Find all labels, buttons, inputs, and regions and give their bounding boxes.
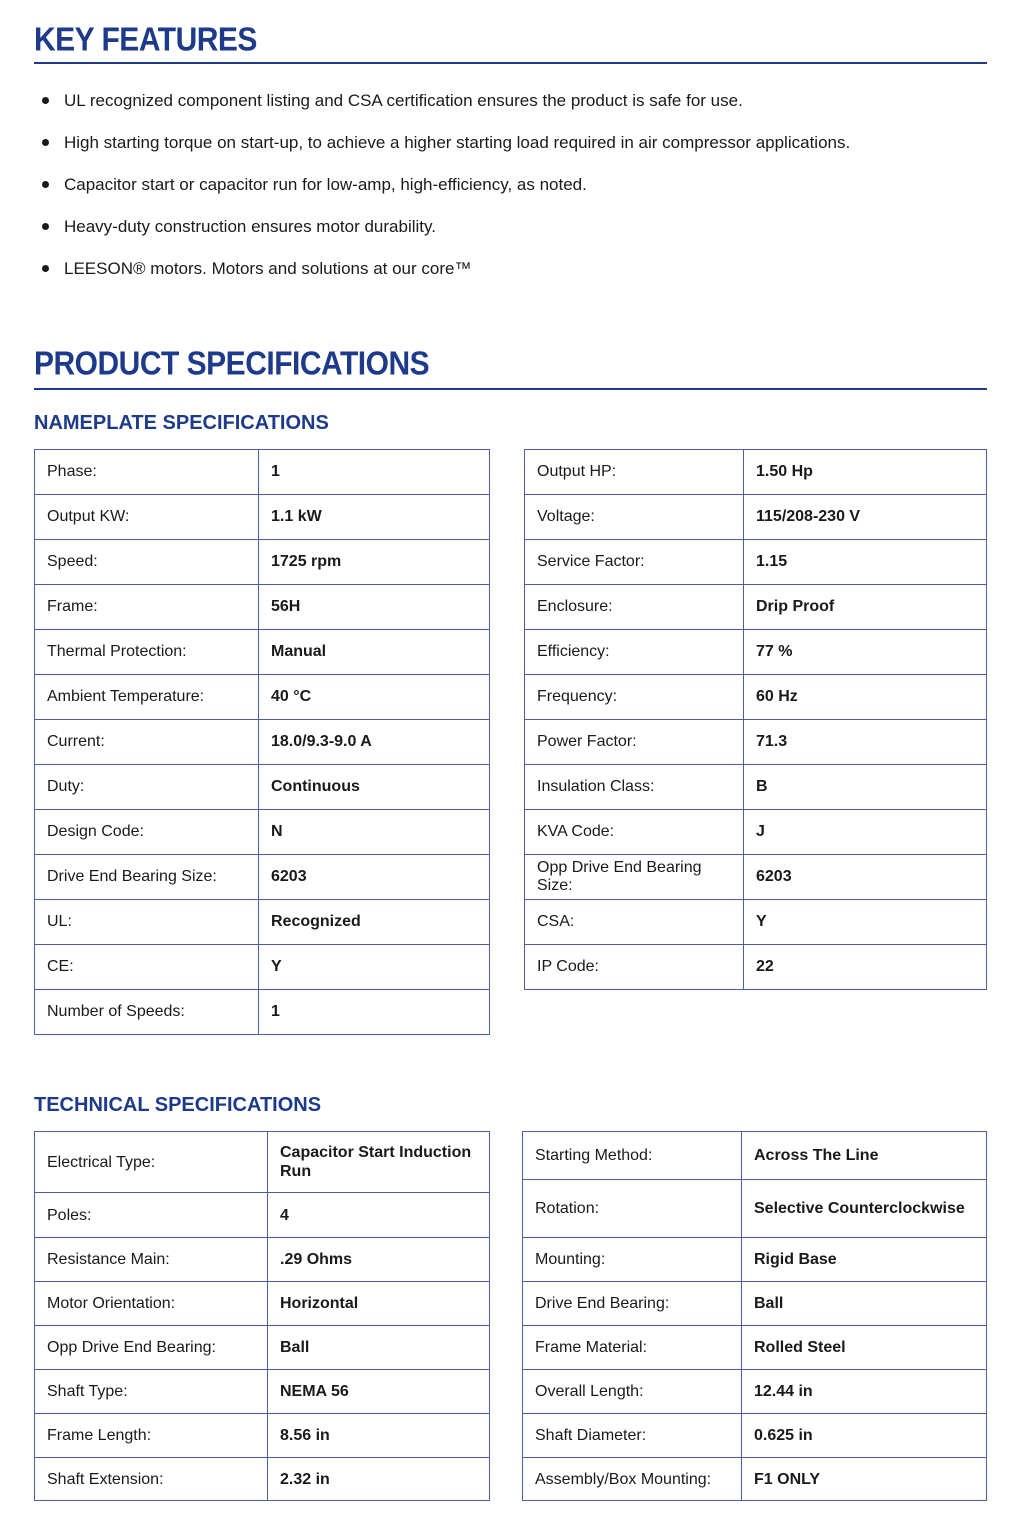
spec-value: J [744, 810, 987, 855]
spec-value: Rolled Steel [742, 1326, 987, 1370]
spec-label: CE: [35, 945, 259, 990]
spec-label: Opp Drive End Bearing: [35, 1326, 268, 1370]
feature-item [34, 206, 987, 248]
spec-row [525, 855, 987, 900]
spec-value: 4 [268, 1193, 490, 1238]
bullet-icon [42, 97, 49, 104]
spec-value: 6203 [259, 855, 490, 900]
spec-row [525, 810, 987, 855]
feature-text: High starting torque on start-up, to achieve a higher starting load required in air compressor applications. [64, 133, 851, 152]
spec-label: KVA Code: [525, 810, 744, 855]
spec-row [35, 945, 490, 990]
feature-text: LEESON® motors. Motors and solutions at our core™ [64, 259, 472, 278]
spec-label: CSA: [525, 900, 744, 945]
spec-row [523, 1180, 987, 1238]
spec-label: Service Factor: [525, 540, 744, 585]
feature-item [34, 164, 987, 206]
spec-row [35, 720, 490, 765]
spec-value: Horizontal [268, 1282, 490, 1326]
spec-value: 1.15 [744, 540, 987, 585]
spec-label: Duty: [35, 765, 259, 810]
spec-label: Shaft Type: [35, 1370, 268, 1414]
spec-value: 1 [259, 990, 490, 1035]
spec-label: IP Code: [525, 945, 744, 990]
spec-row [525, 765, 987, 810]
spec-value: 60 Hz [744, 675, 987, 720]
spec-label: Speed: [35, 540, 259, 585]
spec-row [525, 495, 987, 540]
spec-row [35, 810, 490, 855]
spec-label: Output KW: [35, 495, 259, 540]
spec-row [35, 585, 490, 630]
spec-row [35, 1458, 490, 1501]
spec-label: Starting Method: [523, 1132, 742, 1180]
spec-value: 56H [259, 585, 490, 630]
spec-row [525, 675, 987, 720]
spec-label: Design Code: [35, 810, 259, 855]
key-features-divider [34, 62, 987, 64]
spec-label: Frame Material: [523, 1326, 742, 1370]
spec-row [35, 1132, 490, 1193]
spec-row [35, 675, 490, 720]
spec-row [523, 1370, 987, 1414]
spec-value: 77 % [744, 630, 987, 675]
feature-text: Heavy-duty construction ensures motor durability. [64, 217, 436, 236]
bullet-icon [42, 265, 49, 272]
spec-row [35, 1238, 490, 1282]
spec-value: 1725 rpm [259, 540, 490, 585]
spec-value: 1 [259, 450, 490, 495]
spec-label: Frequency: [525, 675, 744, 720]
spec-value: Selective Counterclockwise [742, 1180, 987, 1238]
spec-label: Current: [35, 720, 259, 765]
spec-row [35, 1326, 490, 1370]
spec-value: 8.56 in [268, 1414, 490, 1458]
nameplate-specifications-heading: NAMEPLATE SPECIFICATIONS [34, 412, 329, 434]
spec-value: .29 Ohms [268, 1238, 490, 1282]
spec-label: Mounting: [523, 1238, 742, 1282]
feature-item [34, 80, 987, 122]
spec-label: Drive End Bearing: [523, 1282, 742, 1326]
spec-value: Recognized [259, 900, 490, 945]
technical-table-left [34, 1131, 490, 1501]
spec-value: Manual [259, 630, 490, 675]
product-specifications-heading: PRODUCT SPECIFICATIONS [34, 346, 430, 383]
spec-label: Power Factor: [525, 720, 744, 765]
spec-row [525, 630, 987, 675]
spec-label: Overall Length: [523, 1370, 742, 1414]
product-specifications-divider [34, 388, 987, 390]
spec-row [525, 945, 987, 990]
bullet-icon [42, 139, 49, 146]
key-features-list [34, 80, 987, 290]
technical-table-right [522, 1131, 987, 1501]
technical-specifications-heading: TECHNICAL SPECIFICATIONS [34, 1094, 322, 1116]
spec-row [35, 855, 490, 900]
spec-label: Insulation Class: [525, 765, 744, 810]
spec-label: Number of Speeds: [35, 990, 259, 1035]
spec-value: 1.50 Hp [744, 450, 987, 495]
nameplate-table-left [34, 449, 490, 1035]
spec-value: 18.0/9.3-9.0 A [259, 720, 490, 765]
spec-row [523, 1414, 987, 1458]
spec-label: Shaft Diameter: [523, 1414, 742, 1458]
spec-value: Ball [268, 1326, 490, 1370]
spec-row [35, 1282, 490, 1326]
spec-row [523, 1132, 987, 1180]
spec-label: Drive End Bearing Size: [35, 855, 259, 900]
spec-label: Voltage: [525, 495, 744, 540]
spec-value: 2.32 in [268, 1458, 490, 1501]
spec-value: Drip Proof [744, 585, 987, 630]
spec-label: Opp Drive End Bearing Size: [525, 855, 744, 900]
spec-row [35, 1414, 490, 1458]
spec-value: 1.1 kW [259, 495, 490, 540]
spec-row [523, 1282, 987, 1326]
spec-row [525, 540, 987, 585]
feature-item [34, 122, 987, 164]
bullet-icon [42, 181, 49, 188]
feature-item [34, 248, 987, 290]
spec-row [525, 720, 987, 765]
spec-label: Enclosure: [525, 585, 744, 630]
spec-label: Resistance Main: [35, 1238, 268, 1282]
spec-row [35, 990, 490, 1035]
nameplate-table-right [524, 449, 987, 990]
spec-label: Poles: [35, 1193, 268, 1238]
spec-label: Phase: [35, 450, 259, 495]
feature-text: Capacitor start or capacitor run for low-amp, high-efficiency, as noted. [64, 175, 587, 194]
spec-value: Continuous [259, 765, 490, 810]
spec-row [35, 630, 490, 675]
spec-label: Assembly/Box Mounting: [523, 1458, 742, 1501]
spec-value: Capacitor Start Induction Run [268, 1132, 490, 1193]
spec-value: Y [259, 945, 490, 990]
spec-label: Efficiency: [525, 630, 744, 675]
spec-row [35, 765, 490, 810]
spec-row [523, 1238, 987, 1282]
feature-text: UL recognized component listing and CSA certification ensures the product is safe for use. [64, 91, 743, 110]
spec-label: Electrical Type: [35, 1132, 268, 1193]
spec-label: Motor Orientation: [35, 1282, 268, 1326]
spec-row [525, 450, 987, 495]
spec-value: Y [744, 900, 987, 945]
spec-value: NEMA 56 [268, 1370, 490, 1414]
spec-row [35, 495, 490, 540]
spec-value: 22 [744, 945, 987, 990]
spec-value: N [259, 810, 490, 855]
spec-row [35, 450, 490, 495]
spec-row [35, 1370, 490, 1414]
spec-value: 0.625 in [742, 1414, 987, 1458]
spec-value: Ball [742, 1282, 987, 1326]
spec-value: 115/208-230 V [744, 495, 987, 540]
key-features-heading: KEY FEATURES [34, 22, 257, 59]
spec-label: Rotation: [523, 1180, 742, 1238]
spec-value: 71.3 [744, 720, 987, 765]
spec-value: 40 °C [259, 675, 490, 720]
spec-value: B [744, 765, 987, 810]
spec-row [523, 1458, 987, 1501]
spec-label: Shaft Extension: [35, 1458, 268, 1501]
spec-value: 6203 [744, 855, 987, 900]
spec-value: Rigid Base [742, 1238, 987, 1282]
spec-label: Frame: [35, 585, 259, 630]
spec-row [523, 1326, 987, 1370]
spec-row [525, 585, 987, 630]
bullet-icon [42, 223, 49, 230]
spec-row [35, 900, 490, 945]
spec-value: F1 ONLY [742, 1458, 987, 1501]
spec-row [525, 900, 987, 945]
spec-label: Ambient Temperature: [35, 675, 259, 720]
spec-row [35, 540, 490, 585]
spec-label: UL: [35, 900, 259, 945]
spec-label: Output HP: [525, 450, 744, 495]
spec-row [35, 1193, 490, 1238]
spec-value: 12.44 in [742, 1370, 987, 1414]
spec-label: Thermal Protection: [35, 630, 259, 675]
spec-label: Frame Length: [35, 1414, 268, 1458]
spec-value: Across The Line [742, 1132, 987, 1180]
